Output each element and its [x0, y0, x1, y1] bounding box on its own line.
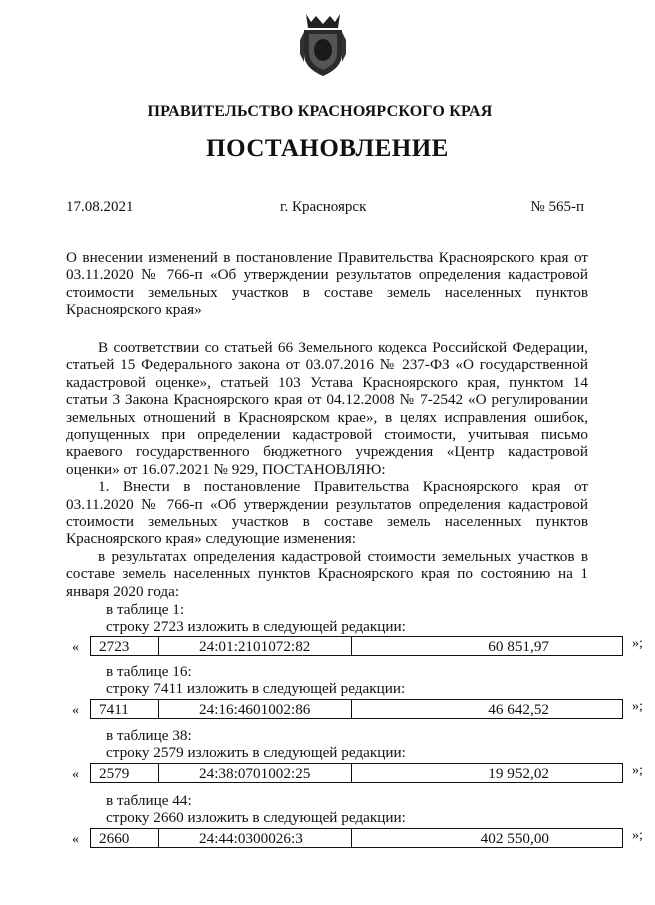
table-label: в таблице 1: — [106, 601, 185, 618]
open-quote: « — [72, 767, 79, 782]
close-quote: »; — [632, 699, 643, 714]
table-label: в таблице 44: — [106, 792, 192, 809]
government-name: ПРАВИТЕЛЬСТВО КРАСНОЯРСКОГО КРАЯ — [147, 103, 493, 120]
cadastral-number-cell: 24:38:0701002:25 — [159, 764, 352, 782]
cadastral-value-cell: 60 851,97 — [488, 638, 549, 655]
document-title: ПОСТАНОВЛЕНИЕ — [206, 135, 449, 162]
close-quote: »; — [632, 763, 643, 778]
document-city: г. Красноярск — [280, 199, 367, 215]
item-1-paragraph: 1. Внести в постановление Правительства Красноярского края от 03.11.2020 № 766-п «Об утверждении результатов определения кадастровой стоимости земельных участков в составе земель населенных пунктов Красноярского края» следующие изменения: — [66, 478, 588, 548]
row-table — [90, 636, 623, 656]
document-body — [66, 339, 588, 600]
open-quote: « — [72, 832, 79, 847]
open-quote: « — [72, 703, 79, 718]
row-label: строку 2579 изложить в следующей редакции: — [106, 744, 406, 761]
document-subject: О внесении изменений в постановление Правительства Красноярского края от 03.11.2020 № 766-п «Об утверждении результатов определения кадастровой стоимости земельных участков в составе земель населенных пунктов Красноярского края» — [66, 249, 588, 319]
table-row — [66, 828, 643, 850]
row-table — [90, 699, 623, 719]
cadastral-value-cell: 46 642,52 — [488, 701, 549, 718]
row-number-cell: 2579 — [91, 764, 159, 782]
document-date: 17.08.2021 — [66, 199, 134, 215]
row-label: строку 2660 изложить в следующей редакции: — [106, 809, 406, 826]
table-row — [66, 636, 643, 658]
document-number: № 565-п — [530, 199, 584, 215]
row-label: строку 7411 изложить в следующей редакции: — [106, 680, 406, 697]
cadastral-value-cell: 19 952,02 — [488, 765, 549, 782]
close-quote: »; — [632, 828, 643, 843]
cadastral-number-cell: 24:44:0300026:3 — [159, 829, 352, 847]
cadastral-value-cell: 402 550,00 — [480, 830, 549, 847]
row-label: строку 2723 изложить в следующей редакции: — [106, 618, 406, 635]
coat-of-arms-emblem-icon — [298, 10, 348, 80]
close-quote: »; — [632, 636, 643, 651]
row-table — [90, 763, 623, 783]
table-row — [66, 763, 643, 785]
preamble-paragraph: В соответствии со статьей 66 Земельного кодекса Российской Федерации, статьей 15 Федерального закона от 03.07.2016 № 237-ФЗ «О государственной кадастровой оценке», статьей 103 Устава Красноярского края, пунктом 14 статьи 3 Закона Красноярского края от 04.12.2008 № 7-2542 «О регулировании земельных отношений в Красноярском крае», в целях исправления ошибок, допущенных при определении кадастровой стоимости, учитывая письмо краевого государственного бюджетного учреждения «Центр кадастровой оценки» от 16.07.2021 № 929, ПОСТАНОВЛЯЮ: — [66, 339, 588, 478]
item-1-sub-paragraph: в результатах определения кадастровой стоимости земельных участков в составе земель населенных пунктов Красноярского края по состоянию на 1 января 2020 года: — [66, 547, 588, 600]
cadastral-number-cell: 24:16:4601002:86 — [159, 700, 352, 718]
table-row — [66, 699, 643, 721]
table-label: в таблице 38: — [106, 727, 192, 744]
row-number-cell: 2660 — [91, 829, 159, 847]
row-number-cell: 7411 — [91, 700, 159, 718]
row-number-cell: 2723 — [91, 637, 159, 655]
cadastral-number-cell: 24:01:2101072:82 — [159, 637, 352, 655]
open-quote: « — [72, 640, 79, 655]
table-label: в таблице 16: — [106, 663, 192, 680]
row-table — [90, 828, 623, 848]
